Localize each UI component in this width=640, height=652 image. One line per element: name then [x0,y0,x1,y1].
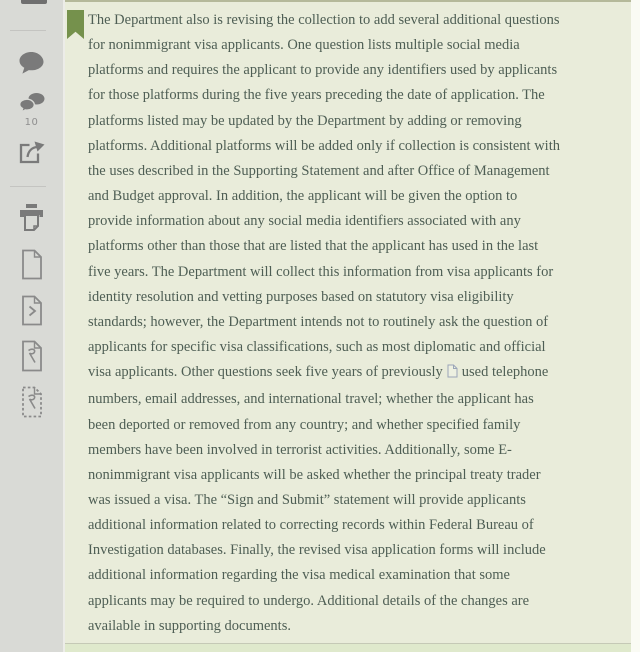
next-section-strip [65,643,631,652]
text-line: additional information regarding the visa medical examination that some [88,567,510,584]
document-pdf-icon [20,340,44,375]
document-pdf-dashed-icon [20,386,44,421]
text-line: members have been involved in terrorist activities. Additionally, some E- [88,441,512,458]
share-icon [18,139,45,169]
toolbar-truncated-icon[interactable] [21,0,47,4]
text-line: available in supporting documents. [88,617,291,634]
text-line: applicants may be required to undergo. Additional details of the changes are [88,592,530,609]
paragraph [65,2,631,639]
text-line: standards; however, the Department intends not to routinely ask the question of [88,313,549,330]
text-line: for nonimmigrant visa applicants. One question lists multiple social media [88,37,520,54]
text-line: Investigation databases. Finally, the revised visa application forms will include [88,542,546,559]
document-pdf-dashed-button[interactable] [0,386,63,421]
comment-button[interactable] [0,51,63,79]
text-line: The Department also is revising the collection to add several additional questions [88,12,560,28]
page-break-icon[interactable] [447,362,458,387]
text-line: provide information about any social media identifiers associated with any [88,213,521,230]
text-line: platforms other than those that are listed that the applicant has used in the last [88,238,539,255]
share-button[interactable] [0,139,63,169]
text-line: additional information related to correcting records within Federal Bureau of [88,517,534,534]
text-line: and Budget approval. In addition, the applicant will be given the option to [88,188,518,205]
text-line: for those platforms during the five years preceding the date of application. The [88,87,545,104]
text-line: was issued a visa. The “Sign and Submit” statement will provide applicants [88,491,526,508]
document-body [65,0,631,643]
print-icon [18,203,45,236]
document-xml-button[interactable] [0,295,63,329]
text-line: platforms listed may be updated by the Department by adding or removing [88,112,522,129]
text-before-pagebreak: visa applicants. Other questions seek five years of previously [88,364,443,381]
text-line: been deported or removed from any country; and whether specified family [88,416,521,433]
document-text-icon [20,249,44,283]
toolbar-divider [10,30,46,31]
text-line [88,360,623,387]
comments-icon [18,92,45,118]
text-line: platforms and requires the applicant to provide any identifiers used by applicants [88,62,558,79]
comment-icon [18,51,45,79]
sidebar-toolbar [0,0,65,652]
comments-count-button[interactable] [0,92,63,118]
text-after-pagebreak: used telephone [461,364,549,381]
text-line: platforms. Additional platforms will be added only if collection is consistent with [88,137,560,154]
bookmark-icon[interactable] [67,10,84,39]
text-line: the uses described in the Supporting Statement and after Office of Management [88,162,550,179]
text-line: five years. The Department will collect this information from visa applicants for [88,263,554,280]
text-line: applicants for specific visa classifications, such as most diplomatic and official [88,339,546,356]
document-pdf-button[interactable] [0,340,63,375]
text-line: numbers, email addresses, and international travel; whether the applicant has [88,391,534,408]
text-line: identity resolution and vetting purposes based on statutory visa eligibility [88,288,514,305]
comments-count-badge: 10 [24,117,39,128]
document-text-button[interactable] [0,249,63,283]
document-xml-icon [20,295,44,329]
text-line: nonimmigrant visa applicants will be asked whether the principal treaty trader [88,466,541,483]
print-button[interactable] [0,203,63,236]
toolbar-divider [10,186,46,187]
